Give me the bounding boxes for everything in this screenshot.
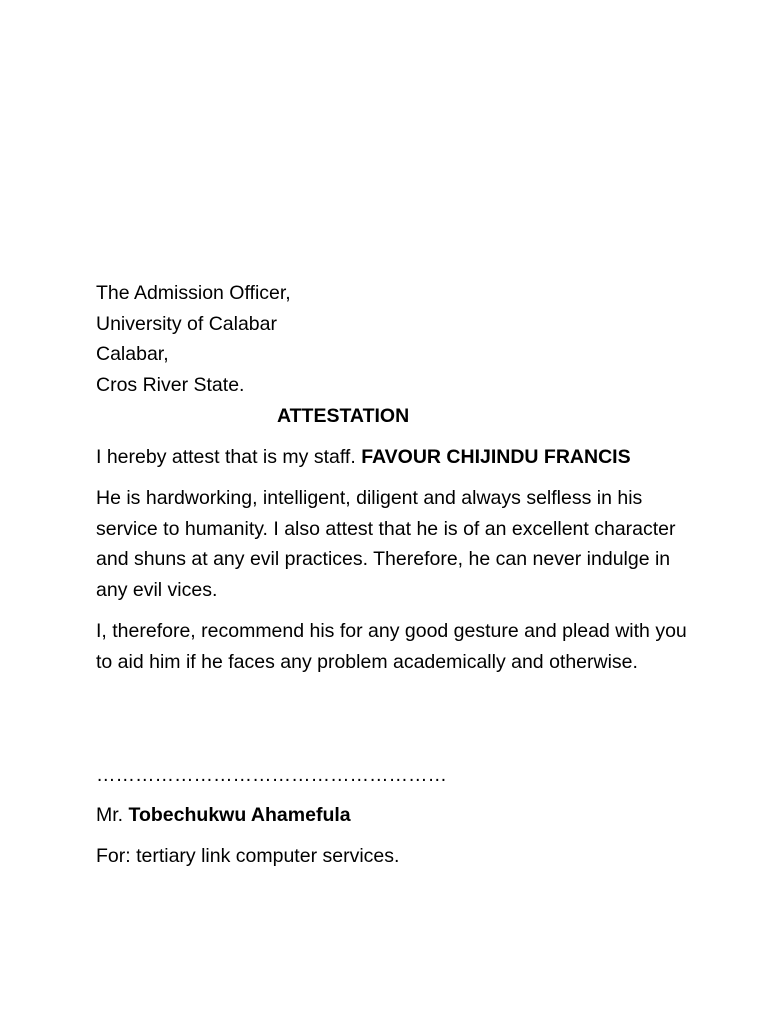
address-line: University of Calabar <box>96 312 277 335</box>
attest-statement <box>96 442 688 473</box>
body-paragraph-1: He is hardworking, intelligent, diligent and always selfless in his service to humanity. I also attest that he is of an excellent character and shuns at any evil practices. Therefore, he can never indulge in any evil vices. <box>96 487 676 601</box>
signer <box>96 800 688 831</box>
letter-heading: ATTESTATION <box>277 405 410 427</box>
signer-title: Mr. <box>96 804 124 826</box>
staff-name: FAVOUR CHIJINDU FRANCIS <box>361 446 631 468</box>
signer-name: Tobechukwu Ahamefula <box>128 804 351 826</box>
attest-text: I hereby attest that is my staff. <box>96 446 356 468</box>
recipient-address <box>96 278 688 400</box>
address-line: Cros River State. <box>96 373 245 396</box>
signer-organization: For: tertiary link computer services. <box>96 845 400 867</box>
address-line: The Admission Officer, <box>96 282 291 304</box>
address-line: Calabar, <box>96 343 169 365</box>
signature-line: ……………………………………………… <box>96 764 447 786</box>
body-paragraph-2: I, therefore, recommend his for any good gesture and plead with you to aid him if he faces any problem academically and otherwise. <box>96 620 687 673</box>
